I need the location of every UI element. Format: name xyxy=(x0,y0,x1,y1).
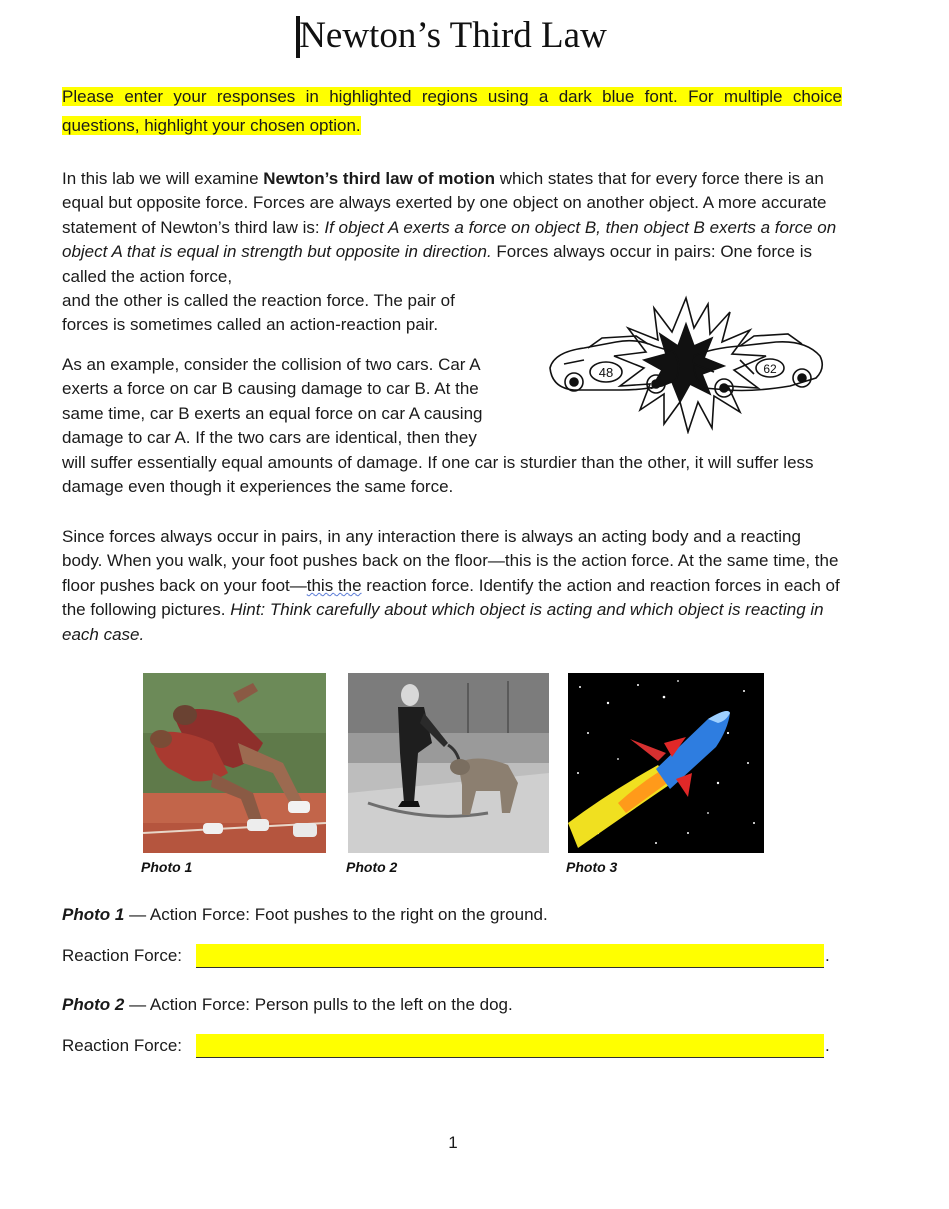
reaction-label-1: Reaction Force: xyxy=(62,946,182,965)
photo-2-caption: Photo 2 xyxy=(346,859,398,875)
intro-text-3: Forces always occur in pairs: One force is called the action force, xyxy=(62,242,812,286)
question-2-text: — Action Force: Person pulls to the left on the dog. xyxy=(124,995,513,1014)
photo-2-person-and-dog xyxy=(348,673,549,853)
reaction-answer-2-field[interactable] xyxy=(196,1034,824,1058)
hint-text: Hint: Think carefully about which object is acting and which object is reacting in each case. xyxy=(62,600,824,644)
question-1 xyxy=(62,905,548,925)
page-number: 1 xyxy=(448,1133,458,1152)
period-2: . xyxy=(825,1036,830,1055)
collision-line-5: will suffer essentially equal amounts of damage. If one car is sturdier than the other, it will suffer less damage even though it experiences the same force. xyxy=(62,452,814,497)
period-1: . xyxy=(825,946,830,965)
collision-line-1: As an example, consider the collision of two cars. Car A xyxy=(62,355,481,374)
collision-line-3: same time, car B exerts an equal force on car A causing xyxy=(62,403,483,423)
reaction-label-2: Reaction Force: xyxy=(62,1036,182,1055)
photo-1-caption: Photo 1 xyxy=(141,859,193,875)
question-2-label: Photo 2 xyxy=(62,995,125,1014)
car-number-right: 62 xyxy=(763,362,777,376)
pairs-paragraph xyxy=(62,525,842,647)
collision-line-2: exerts a force on car B causing damage to car B. At the xyxy=(62,379,479,399)
instructions-paragraph[interactable] xyxy=(62,82,842,140)
photo-1-sprinters xyxy=(143,673,326,853)
intro-text: In this lab we will examine xyxy=(62,169,264,188)
reaction-answer-1-field[interactable] xyxy=(196,944,824,968)
intro-text-2: which states that for every force there is an equal but opposite force. Forces are always exerted by one object on another object. A more accurate statement of Newton’s third law is: xyxy=(62,169,827,237)
question-1-label: Photo 1 xyxy=(62,905,125,924)
collision-line-4: damage to car A. If the two cars are identical, then they xyxy=(62,428,477,448)
instructions-highlight: Please enter your responses in highlighted regions using a dark blue font. For multiple choice questions, highlight your chosen option. xyxy=(62,87,842,135)
page-title: Newton’s Third Law xyxy=(299,15,607,56)
photo-3-caption: Photo 3 xyxy=(566,859,618,875)
intro-text-4: and the other is called the reaction force. The pair of xyxy=(62,291,455,311)
collision-paragraph xyxy=(62,353,842,499)
intro-bold: Newton’s third law of motion xyxy=(263,169,495,188)
intro-text-5: forces is sometimes called an action-reaction pair. xyxy=(62,315,439,335)
car-number-left: 48 xyxy=(598,365,614,380)
question-1-text: — Action Force: Foot pushes to the right on the ground. xyxy=(124,905,548,924)
grammar-flag[interactable]: this the xyxy=(306,575,362,595)
question-2 xyxy=(62,995,513,1015)
pairs-text: Since forces always occur in pairs, in any interaction there is always an acting body and a reacting body. When you walk, your foot pushes back on the floor—this is the action force. At the same time, the floor pushes back on your foot— xyxy=(62,527,839,595)
photo-3-rocket xyxy=(568,673,764,853)
law-statement: If object A exerts a force on object B, then object B exerts a force on object A that is equal in strength but opposite in direction. xyxy=(62,217,837,262)
pairs-text-2: reaction force. Identify the action and reaction forces in each of the following pictures. xyxy=(62,575,840,620)
